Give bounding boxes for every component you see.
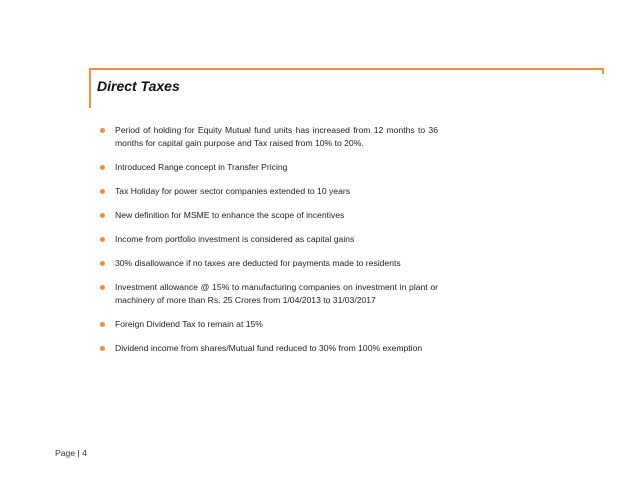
- list-item-text: 30% disallowance if no taxes are deducted for payments made to residents: [115, 258, 401, 268]
- list-item: [98, 161, 438, 174]
- list-item-text: Dividend income from shares/Mutual fund reduced to 30% from 100% exemption: [115, 343, 423, 353]
- bullet-icon: [100, 165, 105, 170]
- list-item: [98, 233, 438, 246]
- list-item: [98, 257, 438, 270]
- bullet-icon: [100, 322, 105, 327]
- list-item-text: Foreign Dividend Tax to remain at 15%: [115, 319, 263, 329]
- list-item: [98, 209, 438, 222]
- list-item: [98, 318, 438, 331]
- bullet-icon: [100, 346, 105, 351]
- list-item-text: Introduced Range concept in Transfer Pricing: [115, 162, 288, 172]
- bullet-icon: [100, 128, 105, 133]
- list-item-text: Income from portfolio investment is considered as capital gains: [115, 234, 355, 244]
- bullet-icon: [100, 213, 105, 218]
- list-item: [98, 124, 438, 150]
- list-item: [98, 281, 438, 307]
- list-item-text: Tax Holiday for power sector companies extended to 10 years: [115, 186, 351, 196]
- bullet-list: [98, 124, 438, 366]
- page-number-footer: Page | 4: [55, 448, 87, 458]
- list-item-text: Period of holding for Equity Mutual fund units has increased from 12 months to 36 months for capital gain purpose and Tax raised from 10% to 20%.: [115, 125, 438, 148]
- bullet-icon: [100, 285, 105, 290]
- bullet-icon: [100, 189, 105, 194]
- list-item-text: Investment allowance @ 15% to manufacturing companies on investment in plant or machinery of more than Rs. 25 Crores from 1/04/2013 to 31/03/2017: [115, 282, 438, 305]
- bullet-icon: [100, 261, 105, 266]
- list-item-text: New definition for MSME to enhance the scope of incentives: [115, 210, 345, 220]
- bullet-icon: [100, 237, 105, 242]
- page-title: Direct Taxes: [97, 78, 180, 94]
- list-item: [98, 342, 438, 355]
- list-item: [98, 185, 438, 198]
